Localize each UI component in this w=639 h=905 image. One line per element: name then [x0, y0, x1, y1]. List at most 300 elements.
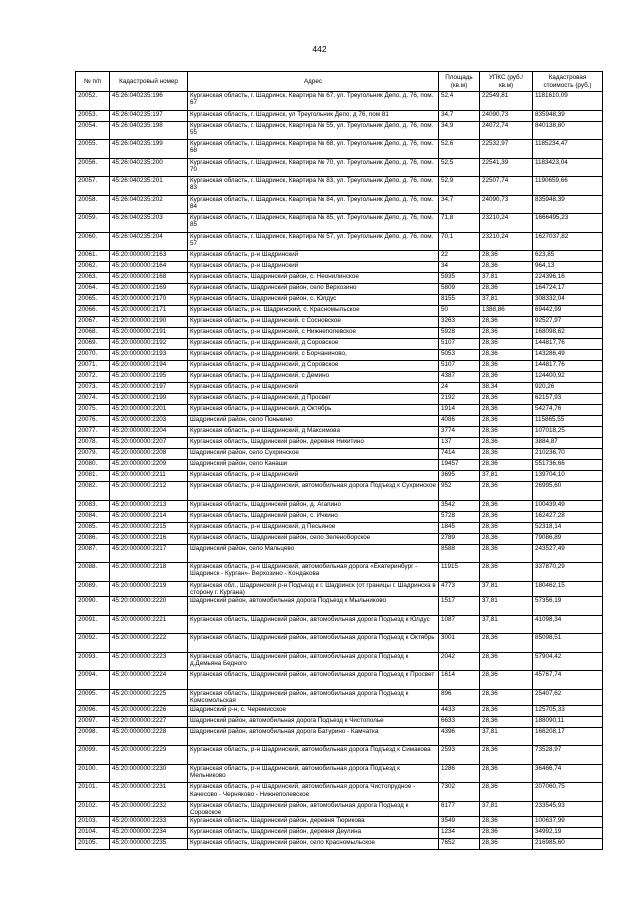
- cadastral-cost-cell: 52318,14: [533, 522, 603, 533]
- upks-cell: 28,36: [480, 500, 533, 511]
- upks-cell: 37,81: [480, 581, 533, 597]
- cadastral-cost-cell: 1183423,04: [533, 158, 603, 177]
- cadastral-number-cell: 45:26:040235:201: [110, 177, 188, 196]
- address-cell: Курганская область, г. Шадринск, Квартира № 84, ул. Треугольник Депо, д. 76, пом. 84: [188, 195, 439, 214]
- table-row: [76, 471, 603, 482]
- row-number-cell: 20055.: [76, 140, 110, 159]
- upks-cell: 28,36: [480, 416, 533, 427]
- area-cell: 50: [439, 306, 480, 317]
- address-cell: Курганская область, Шадринский район, село Зеленоборское: [188, 533, 439, 544]
- area-cell: 3001: [439, 634, 480, 653]
- cadastral-number-cell: 45:26:040235:200: [110, 158, 188, 177]
- upks-cell: 28,36: [480, 716, 533, 727]
- address-cell: Курганская область, Шадринский район, автомобильная дорога Подъезд к д.Демьяна Бедного: [188, 652, 439, 671]
- cadastral-cost-cell: 144817,76: [533, 361, 603, 372]
- page-number: 442: [312, 44, 327, 54]
- area-cell: 1286: [439, 764, 480, 783]
- row-number-cell: 20096.: [76, 705, 110, 716]
- cadastral-cost-cell: 1181610,09: [533, 92, 603, 111]
- table-row: [76, 460, 603, 471]
- table-row: [76, 177, 603, 196]
- upks-cell: 28,36: [480, 563, 533, 582]
- row-number-cell: 20061.: [76, 251, 110, 262]
- table-row: [76, 716, 603, 727]
- upks-cell: 28,36: [480, 764, 533, 783]
- table-row: [76, 306, 603, 317]
- area-cell: 5935: [439, 273, 480, 284]
- cadastral-cost-cell: 85098,51: [533, 634, 603, 653]
- row-number-cell: 20074.: [76, 394, 110, 405]
- cadastral-cost-cell: 835948,39: [533, 110, 603, 121]
- address-cell: Курганская область, р-н Шадринский, автомобильная дорога Подъезд к Симакова: [188, 746, 439, 765]
- row-number-cell: 20066.: [76, 306, 110, 317]
- area-cell: 4396: [439, 727, 480, 746]
- cadastral-number-cell: 45:20:000000:2190: [110, 317, 188, 328]
- address-cell: Шадринский район, автомобильная дорога Батурино - Камчатка: [188, 727, 439, 746]
- table-row: [76, 361, 603, 372]
- row-number-cell: 20085.: [76, 522, 110, 533]
- table-row: [76, 394, 603, 405]
- row-number-cell: 20086.: [76, 533, 110, 544]
- upks-cell: 22507,74: [480, 177, 533, 196]
- row-number-cell: 20102.: [76, 801, 110, 817]
- cadastral-number-cell: 45:20:000000:2235: [110, 839, 188, 850]
- table-row: [76, 828, 603, 839]
- row-number-cell: 20092.: [76, 634, 110, 653]
- area-cell: 2593: [439, 746, 480, 765]
- upks-cell: 37,81: [480, 295, 533, 306]
- cadastral-cost-cell: 308332,04: [533, 295, 603, 306]
- upks-cell: 28,36: [480, 482, 533, 501]
- cadastral-cost-cell: 920,26: [533, 383, 603, 394]
- area-cell: 6177: [439, 801, 480, 817]
- address-cell: Курганская область, г. Шадринск, Квартира № 68, ул. Треугольник Депо, д. 76, пом. 68: [188, 140, 439, 159]
- address-cell: Курганская область, р-н Шадринский, д Октябрь: [188, 405, 439, 416]
- address-cell: Шадринский район, село Канаши: [188, 460, 439, 471]
- area-cell: 2789: [439, 533, 480, 544]
- cadastral-number-cell: 45:20:000000:2203: [110, 416, 188, 427]
- table-row: [76, 350, 603, 361]
- cadastral-cost-cell: 36466,74: [533, 764, 603, 783]
- cadastral-number-cell: 45:20:000000:2209: [110, 460, 188, 471]
- table-row: [76, 214, 603, 233]
- table-row: [76, 764, 603, 783]
- area-cell: 5928: [439, 328, 480, 339]
- area-cell: 896: [439, 689, 480, 705]
- cadastral-number-cell: 45:20:000000:2222: [110, 634, 188, 653]
- table-row: [76, 746, 603, 765]
- row-number-cell: 20070.: [76, 350, 110, 361]
- table-row: [76, 522, 603, 533]
- address-cell: Шадринский район, село Понькино: [188, 416, 439, 427]
- cadastral-cost-cell: 115865,55: [533, 416, 603, 427]
- cadastral-number-cell: 45:20:000000:2217: [110, 544, 188, 563]
- cadastral-cost-cell: 1627037,82: [533, 232, 603, 251]
- upks-cell: 28,36: [480, 284, 533, 295]
- upks-cell: 28,36: [480, 427, 533, 438]
- cadastral-cost-cell: 41098,34: [533, 615, 603, 634]
- upks-cell: 28,36: [480, 746, 533, 765]
- address-cell: Курганская область, г. Шадринск, Квартира № 67, ул. Треугольник Депо, д. 76, пом. 67: [188, 92, 439, 111]
- area-cell: 19457: [439, 460, 480, 471]
- area-cell: 5107: [439, 339, 480, 350]
- address-cell: Курганская область, р-н. Шадринский, с. Красномыльское: [188, 306, 439, 317]
- area-cell: 3695: [439, 471, 480, 482]
- upks-cell: 28,36: [480, 634, 533, 653]
- cadastral-number-cell: 45:20:000000:2228: [110, 727, 188, 746]
- area-cell: 34,7: [439, 195, 480, 214]
- address-cell: Курганская область, р-н Шадринский: [188, 383, 439, 394]
- row-number-cell: 20095.: [76, 689, 110, 705]
- cadastral-cost-cell: 124400,92: [533, 372, 603, 383]
- row-number-cell: 20080.: [76, 460, 110, 471]
- upks-cell: 28,36: [480, 544, 533, 563]
- address-cell: Курганская область, р-н Шадринский, автомобильная дорога «Екатеринбург - Шадринск - Курган»- Верхозино - Кондакова: [188, 563, 439, 582]
- row-number-cell: 20084.: [76, 511, 110, 522]
- table-row: [76, 801, 603, 817]
- table-row: [76, 140, 603, 159]
- cadastral-cost-cell: 57356,19: [533, 597, 603, 616]
- row-number-cell: 20077.: [76, 427, 110, 438]
- address-cell: Курганская область, Шадринский район, деревня Никитино: [188, 438, 439, 449]
- cadastral-cost-cell: 623,85: [533, 251, 603, 262]
- table-row: [76, 232, 603, 251]
- address-cell: Курганская область, г. Шадринск, Квартира № 70, ул. Треугольник Депо, д. 76, пом. 70: [188, 158, 439, 177]
- table-row: [76, 839, 603, 850]
- row-number-cell: 20093.: [76, 652, 110, 671]
- table-row: [76, 317, 603, 328]
- row-number-cell: 20081.: [76, 471, 110, 482]
- row-number-cell: 20079.: [76, 449, 110, 460]
- cadastral-cost-cell: 243527,49: [533, 544, 603, 563]
- address-cell: Курганская область, Шадринский район, с. Ичкино: [188, 511, 439, 522]
- address-cell: Курганская область, р-н Шадринский, с Демино: [188, 372, 439, 383]
- row-number-cell: 20098.: [76, 727, 110, 746]
- upks-cell: 23210,24: [480, 232, 533, 251]
- upks-cell: 28,36: [480, 652, 533, 671]
- address-cell: Курганская область, р-н Шадринский, с Сосновское: [188, 317, 439, 328]
- upks-cell: 38,34: [480, 383, 533, 394]
- address-cell: Курганская область, Шадринский район, д. Агапино: [188, 500, 439, 511]
- upks-cell: 28,36: [480, 671, 533, 690]
- area-cell: 4433: [439, 705, 480, 716]
- area-cell: 5107: [439, 361, 480, 372]
- cadastral-cost-cell: 3884,87: [533, 438, 603, 449]
- table-row: [76, 195, 603, 214]
- upks-cell: 28,36: [480, 262, 533, 273]
- cadastral-number-cell: 45:20:000000:2233: [110, 817, 188, 828]
- row-number-cell: 20088.: [76, 563, 110, 582]
- cadastral-cost-cell: 180462,15: [533, 581, 603, 597]
- cadastral-number-cell: 45:20:000000:2208: [110, 449, 188, 460]
- row-number-cell: 20097.: [76, 716, 110, 727]
- row-number-cell: 20065.: [76, 295, 110, 306]
- upks-cell: 28,36: [480, 328, 533, 339]
- area-cell: 1914: [439, 405, 480, 416]
- upks-cell: 28,36: [480, 705, 533, 716]
- address-cell: Курганская область, р-н Шадринский: [188, 262, 439, 273]
- address-cell: Шадринский район, автомобильная дорога Подъезд к Мыльниково: [188, 597, 439, 616]
- cadastral-number-cell: 45:20:000000:2234: [110, 828, 188, 839]
- cadastral-cost-cell: 26995,60: [533, 482, 603, 501]
- cadastral-number-cell: 45:20:000000:2204: [110, 427, 188, 438]
- cadastral-cost-cell: 337870,29: [533, 563, 603, 582]
- address-cell: Курганская область, Шадринский район, деревня Деулина: [188, 828, 439, 839]
- cadastral-number-cell: 45:20:000000:2164: [110, 262, 188, 273]
- address-cell: Курганская область, г. Шадринск, ул Треугольник Депо, д 76, пом 81: [188, 110, 439, 121]
- area-cell: 52,9: [439, 177, 480, 196]
- area-cell: 2192: [439, 394, 480, 405]
- row-number-cell: 20076.: [76, 416, 110, 427]
- cadastral-number-cell: 45:20:000000:2192: [110, 339, 188, 350]
- table-row: [76, 563, 603, 582]
- cadastral-cost-cell: 210236,70: [533, 449, 603, 460]
- upks-cell: 37,81: [480, 615, 533, 634]
- area-cell: 70,1: [439, 232, 480, 251]
- cadastral-cost-cell: 100439,49: [533, 500, 603, 511]
- row-number-cell: 20060.: [76, 232, 110, 251]
- area-cell: 34: [439, 262, 480, 273]
- area-cell: 52,5: [439, 158, 480, 177]
- table-row: [76, 383, 603, 394]
- cadastral-cost-cell: 57904,42: [533, 652, 603, 671]
- area-cell: 4086: [439, 416, 480, 427]
- area-cell: 1614: [439, 671, 480, 690]
- table-row: [76, 416, 603, 427]
- row-number-cell: 20082.: [76, 482, 110, 501]
- cadastral-cost-cell: 125705,33: [533, 705, 603, 716]
- cadastral-cost-cell: 100637,99: [533, 817, 603, 828]
- row-number-cell: 20089.: [76, 581, 110, 597]
- row-number-cell: 20094.: [76, 671, 110, 690]
- cadastral-number-cell: 45:26:040235:197: [110, 110, 188, 121]
- row-number-cell: 20063.: [76, 273, 110, 284]
- cadastral-number-cell: 45:20:000000:2229: [110, 746, 188, 765]
- cadastral-cost-cell: 62157,93: [533, 394, 603, 405]
- area-cell: 24: [439, 383, 480, 394]
- upks-cell: 37,81: [480, 801, 533, 817]
- cadastral-number-cell: 45:26:040235:203: [110, 214, 188, 233]
- table-row: [76, 158, 603, 177]
- area-cell: 952: [439, 482, 480, 501]
- area-cell: 52,4: [439, 92, 480, 111]
- cadastral-cost-cell: 139704,10: [533, 471, 603, 482]
- address-cell: Курганская область, р-н Шадринский, д Просвет: [188, 394, 439, 405]
- upks-cell: 23210,24: [480, 214, 533, 233]
- address-cell: Шадринский р-н, с. Черемисское: [188, 705, 439, 716]
- table-row: [76, 92, 603, 111]
- area-cell: 137: [439, 438, 480, 449]
- cadastral-cost-cell: 1190659,66: [533, 177, 603, 196]
- area-cell: 1087: [439, 615, 480, 634]
- upks-cell: 24090,73: [480, 110, 533, 121]
- address-cell: Курганская область, р-н Шадринский, д Песьяное: [188, 522, 439, 533]
- table-row: [76, 634, 603, 653]
- area-cell: 5809: [439, 284, 480, 295]
- area-cell: 7652: [439, 839, 480, 850]
- cadastral-cost-cell: 107018,25: [533, 427, 603, 438]
- upks-cell: 28,36: [480, 828, 533, 839]
- cadastral-cost-cell: 1185234,47: [533, 140, 603, 159]
- cadastral-number-cell: 45:20:000000:2216: [110, 533, 188, 544]
- address-cell: Курганская область, Шадринский район, с. Юлдус: [188, 295, 439, 306]
- upks-cell: 37,81: [480, 471, 533, 482]
- table-row: [76, 339, 603, 350]
- row-number-cell: 20056.: [76, 158, 110, 177]
- row-number-cell: 20058.: [76, 195, 110, 214]
- cadastral-cost-cell: 164724,17: [533, 284, 603, 295]
- row-number-cell: 20100.: [76, 764, 110, 783]
- row-number-cell: 20073.: [76, 383, 110, 394]
- area-cell: 6633: [439, 716, 480, 727]
- cadastral-number-cell: 45:20:000000:2191: [110, 328, 188, 339]
- area-cell: 71,8: [439, 214, 480, 233]
- cadastral-number-cell: 45:20:000000:2223: [110, 652, 188, 671]
- row-number-cell: 20104.: [76, 828, 110, 839]
- upks-cell: 28,36: [480, 783, 533, 802]
- cadastral-cost-cell: 73528,97: [533, 746, 603, 765]
- address-cell: Курганская область, р-н Шадринский, с Борчаниново,: [188, 350, 439, 361]
- cadastral-number-cell: 45:26:040235:199: [110, 140, 188, 159]
- row-number-cell: 20057.: [76, 177, 110, 196]
- cadastral-cost-cell: 54274,76: [533, 405, 603, 416]
- area-cell: 34,7: [439, 110, 480, 121]
- table-row: [76, 372, 603, 383]
- header-cadastral-cost: Кадастровая стоимость (руб.): [533, 72, 603, 92]
- cadastral-number-cell: 45:20:000000:2195: [110, 372, 188, 383]
- table-row: [76, 295, 603, 306]
- cadastral-cost-cell: 233545,93: [533, 801, 603, 817]
- address-cell: Курганская область, г. Шадринск, Квартира № 55, ул. Треугольник Депо, д. 76, пом. 55: [188, 121, 439, 140]
- area-cell: 7414: [439, 449, 480, 460]
- address-cell: Курганская область, р-н Шадринский, д Соровское: [188, 339, 439, 350]
- area-cell: 2042: [439, 652, 480, 671]
- cadastral-cost-cell: 216985,60: [533, 839, 603, 850]
- area-cell: 34,9: [439, 121, 480, 140]
- upks-cell: 28,36: [480, 339, 533, 350]
- cadastral-cost-cell: 551736,66: [533, 460, 603, 471]
- upks-cell: 28,36: [480, 317, 533, 328]
- area-cell: 3263: [439, 317, 480, 328]
- address-cell: Курганская область, Шадринский район, автомобильная дорога Подъезд к Просвет: [188, 671, 439, 690]
- table-row: [76, 581, 603, 597]
- table-row: [76, 482, 603, 501]
- cadastral-number-cell: 45:20:000000:2170: [110, 295, 188, 306]
- row-number-cell: 20083.: [76, 500, 110, 511]
- row-number-cell: 20053.: [76, 110, 110, 121]
- upks-cell: 28,36: [480, 438, 533, 449]
- area-cell: 3542: [439, 500, 480, 511]
- row-number-cell: 20075.: [76, 405, 110, 416]
- cadastral-number-cell: 45:20:000000:2213: [110, 500, 188, 511]
- cadastral-number-cell: 45:20:000000:2220: [110, 597, 188, 616]
- cadastral-cost-cell: 162427,28: [533, 511, 603, 522]
- area-cell: 1517: [439, 597, 480, 616]
- header-address: Адрес: [188, 72, 439, 92]
- upks-cell: 28,36: [480, 511, 533, 522]
- cadastral-number-cell: 45:20:000000:2227: [110, 716, 188, 727]
- address-cell: Курганская область, Шадринский район, село Красномыльское: [188, 839, 439, 850]
- area-cell: 4387: [439, 372, 480, 383]
- upks-cell: 28,36: [480, 533, 533, 544]
- address-cell: Курганская область, г. Шадринск, Квартира № 83, ул. Треугольник Депо, д. 76, пом. 83: [188, 177, 439, 196]
- address-cell: Курганская область, Шадринский район, автомобильная дорога Подъезд к Октябрь: [188, 634, 439, 653]
- upks-cell: 24090,73: [480, 195, 533, 214]
- cadastral-number-cell: 45:20:000000:2230: [110, 764, 188, 783]
- row-number-cell: 20087.: [76, 544, 110, 563]
- row-number-cell: 20101.: [76, 783, 110, 802]
- cadastral-number-cell: 45:20:000000:2231: [110, 783, 188, 802]
- area-cell: 8588: [439, 544, 480, 563]
- upks-cell: 28,36: [480, 522, 533, 533]
- cadastral-cost-cell: 144817,76: [533, 339, 603, 350]
- upks-cell: 28,36: [480, 405, 533, 416]
- address-cell: Курганская область, р-н Шадринский, автомобильная дорога Подъезд к Мельниково: [188, 764, 439, 783]
- row-number-cell: 20090.: [76, 597, 110, 616]
- table-row: [76, 597, 603, 616]
- header-area: Площадь (кв.м): [439, 72, 480, 92]
- cadastral-number-cell: 45:20:000000:2194: [110, 361, 188, 372]
- upks-cell: 28,36: [480, 449, 533, 460]
- table-row: [76, 449, 603, 460]
- cadastral-cost-cell: 835948,39: [533, 195, 603, 214]
- table-row: [76, 533, 603, 544]
- table-row: [76, 427, 603, 438]
- area-cell: 8155: [439, 295, 480, 306]
- table-header-row: [76, 72, 603, 92]
- row-number-cell: 20078.: [76, 438, 110, 449]
- area-cell: 3549: [439, 817, 480, 828]
- cadastral-number-cell: 45:26:040235:202: [110, 195, 188, 214]
- upks-cell: 37,81: [480, 273, 533, 284]
- address-cell: Курганская область, р-н Шадринский, д Максимова: [188, 427, 439, 438]
- table-row: [76, 500, 603, 511]
- address-cell: Курганская область, р-н Шадринский, автомобильная дорога Подъезд к Сухринское: [188, 482, 439, 501]
- header-upks: УПКС (руб./кв.м): [480, 72, 533, 92]
- address-cell: Курганская область, р-н Шадринский, д Соровское: [188, 361, 439, 372]
- address-cell: Курганская область, г. Шадринск, Квартира № 57, ул. Треугольник Депо, д. 76, пом. 57: [188, 232, 439, 251]
- address-cell: Курганская область, Шадринский район, автомобильная дорога Подъезд к Юлдус: [188, 615, 439, 634]
- upks-cell: 28,36: [480, 460, 533, 471]
- row-number-cell: 20054.: [76, 121, 110, 140]
- row-number-cell: 20105.: [76, 839, 110, 850]
- header-number: № п/п: [76, 72, 110, 92]
- address-cell: Курганская область, Шадринский район, село Верхозино: [188, 284, 439, 295]
- table-row: [76, 110, 603, 121]
- upks-cell: 28,36: [480, 350, 533, 361]
- cadastral-cost-cell: 1666495,23: [533, 214, 603, 233]
- area-cell: 3774: [439, 427, 480, 438]
- cadastral-cost-cell: 34992,19: [533, 828, 603, 839]
- cadastral-number-cell: 45:20:000000:2226: [110, 705, 188, 716]
- row-number-cell: 20067.: [76, 317, 110, 328]
- area-cell: 11915: [439, 563, 480, 582]
- cadastral-number-cell: 45:26:040235:196: [110, 92, 188, 111]
- area-cell: 7302: [439, 783, 480, 802]
- cadastral-number-cell: 45:20:000000:2197: [110, 383, 188, 394]
- cadastral-cost-cell: 69442,99: [533, 306, 603, 317]
- cadastral-cost-cell: 224396,16: [533, 273, 603, 284]
- upks-cell: 22549,81: [480, 92, 533, 111]
- upks-cell: 1388,86: [480, 306, 533, 317]
- cadastral-number-cell: 45:20:000000:2193: [110, 350, 188, 361]
- row-number-cell: 20059.: [76, 214, 110, 233]
- cadastral-number-cell: 45:20:000000:2207: [110, 438, 188, 449]
- table-row: [76, 615, 603, 634]
- area-cell: 1234: [439, 828, 480, 839]
- cadastral-number-cell: 45:20:000000:2224: [110, 671, 188, 690]
- area-cell: 4773: [439, 581, 480, 597]
